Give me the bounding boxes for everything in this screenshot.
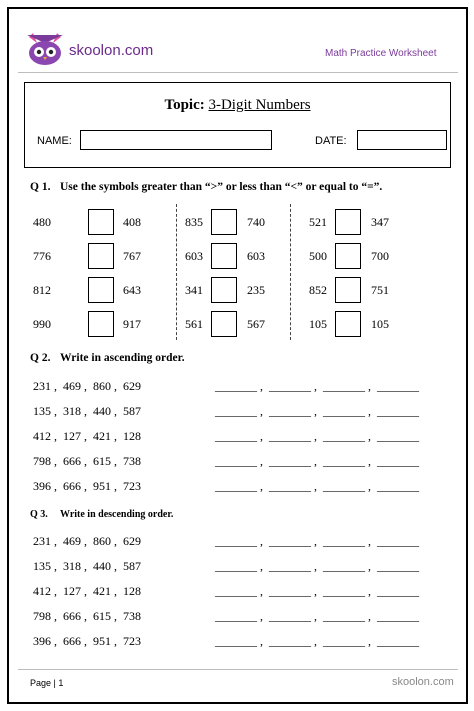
page-number: Page | 1: [30, 678, 64, 688]
right-number: 567: [247, 317, 265, 331]
name-label: NAME:: [37, 135, 72, 147]
answer-blanks[interactable]: _______ , _______ , _______ , _______: [215, 534, 419, 548]
answer-blanks[interactable]: _______ , _______ , _______ , _______: [215, 404, 419, 418]
date-field[interactable]: [357, 130, 447, 150]
topic-label: Topic:: [164, 97, 205, 113]
compare-answer-box[interactable]: [88, 243, 114, 269]
brand-name: skoolon.com: [69, 42, 154, 59]
left-number: 105: [309, 317, 327, 331]
number-row: 396 , 666 , 951 , 723: [33, 634, 141, 648]
q2-number: Q 2.: [30, 352, 51, 364]
right-number: 767: [123, 249, 141, 263]
right-number: 643: [123, 283, 141, 297]
compare-answer-box[interactable]: [335, 277, 361, 303]
name-field[interactable]: [80, 130, 272, 150]
number-row: 396 , 666 , 951 , 723: [33, 479, 141, 493]
left-number: 341: [185, 283, 203, 297]
compare-answer-box[interactable]: [335, 311, 361, 337]
q2-text: Write in ascending order.: [60, 352, 185, 364]
q1-heading: [30, 181, 382, 193]
column-divider: [176, 204, 177, 340]
answer-blanks[interactable]: _______ , _______ , _______ , _______: [215, 429, 419, 443]
compare-answer-box[interactable]: [211, 277, 237, 303]
answer-blanks[interactable]: _______ , _______ , _______ , _______: [215, 559, 419, 573]
number-row: 135 , 318 , 440 , 587: [33, 559, 141, 573]
compare-answer-box[interactable]: [88, 311, 114, 337]
number-row: 798 , 666 , 615 , 738: [33, 609, 141, 623]
left-number: 776: [33, 249, 51, 263]
number-row: 412 , 127 , 421 , 128: [33, 584, 141, 598]
compare-answer-box[interactable]: [88, 209, 114, 235]
compare-answer-box[interactable]: [335, 243, 361, 269]
right-number: 603: [247, 249, 265, 263]
answer-blanks[interactable]: _______ , _______ , _______ , _______: [215, 379, 419, 393]
left-number: 990: [33, 317, 51, 331]
number-row: 798 , 666 , 615 , 738: [33, 454, 141, 468]
compare-answer-box[interactable]: [211, 311, 237, 337]
date-label: DATE:: [315, 135, 347, 147]
right-number: 917: [123, 317, 141, 331]
right-number: 700: [371, 249, 389, 263]
answer-blanks[interactable]: _______ , _______ , _______ , _______: [215, 609, 419, 623]
right-number: 347: [371, 215, 389, 229]
q3-text: Write in descending order.: [60, 509, 174, 520]
column-divider: [290, 204, 291, 340]
left-number: 500: [309, 249, 327, 263]
answer-blanks[interactable]: _______ , _______ , _______ , _______: [215, 479, 419, 493]
worksheet-page: [7, 7, 468, 704]
compare-answer-box[interactable]: [88, 277, 114, 303]
topic-name: 3-Digit Numbers: [208, 97, 311, 113]
number-row: 135 , 318 , 440 , 587: [33, 404, 141, 418]
number-row: 231 , 469 , 860 , 629: [33, 379, 141, 393]
left-number: 835: [185, 215, 203, 229]
answer-blanks[interactable]: _______ , _______ , _______ , _______: [215, 454, 419, 468]
compare-answer-box[interactable]: [335, 209, 361, 235]
number-row: 231 , 469 , 860 , 629: [33, 534, 141, 548]
right-number: 740: [247, 215, 265, 229]
q1-number: Q 1.: [30, 181, 51, 193]
right-number: 751: [371, 283, 389, 297]
right-number: 408: [123, 215, 141, 229]
answer-blanks[interactable]: _______ , _______ , _______ , _______: [215, 584, 419, 598]
topic-title: [25, 97, 450, 114]
left-number: 480: [33, 215, 51, 229]
footer-divider: [18, 669, 458, 670]
answer-blanks[interactable]: _______ , _______ , _______ , _______: [215, 634, 419, 648]
topic-box: [24, 82, 451, 168]
q2-heading: [30, 352, 185, 364]
q3-heading: [30, 509, 173, 520]
left-number: 561: [185, 317, 203, 331]
owl-logo-icon: [21, 31, 69, 69]
compare-answer-box[interactable]: [211, 243, 237, 269]
compare-answer-box[interactable]: [211, 209, 237, 235]
right-number: 235: [247, 283, 265, 297]
left-number: 852: [309, 283, 327, 297]
left-number: 521: [309, 215, 327, 229]
header-divider: [18, 72, 458, 73]
q3-number: Q 3.: [30, 509, 48, 520]
right-number: 105: [371, 317, 389, 331]
number-row: 412 , 127 , 421 , 128: [33, 429, 141, 443]
q1-text: Use the symbols greater than “>” or less than “<” or equal to “=”.: [60, 181, 383, 193]
left-number: 603: [185, 249, 203, 263]
worksheet-subtitle: Math Practice Worksheet: [325, 48, 437, 59]
left-number: 812: [33, 283, 51, 297]
footer-site: skoolon.com: [392, 676, 454, 688]
